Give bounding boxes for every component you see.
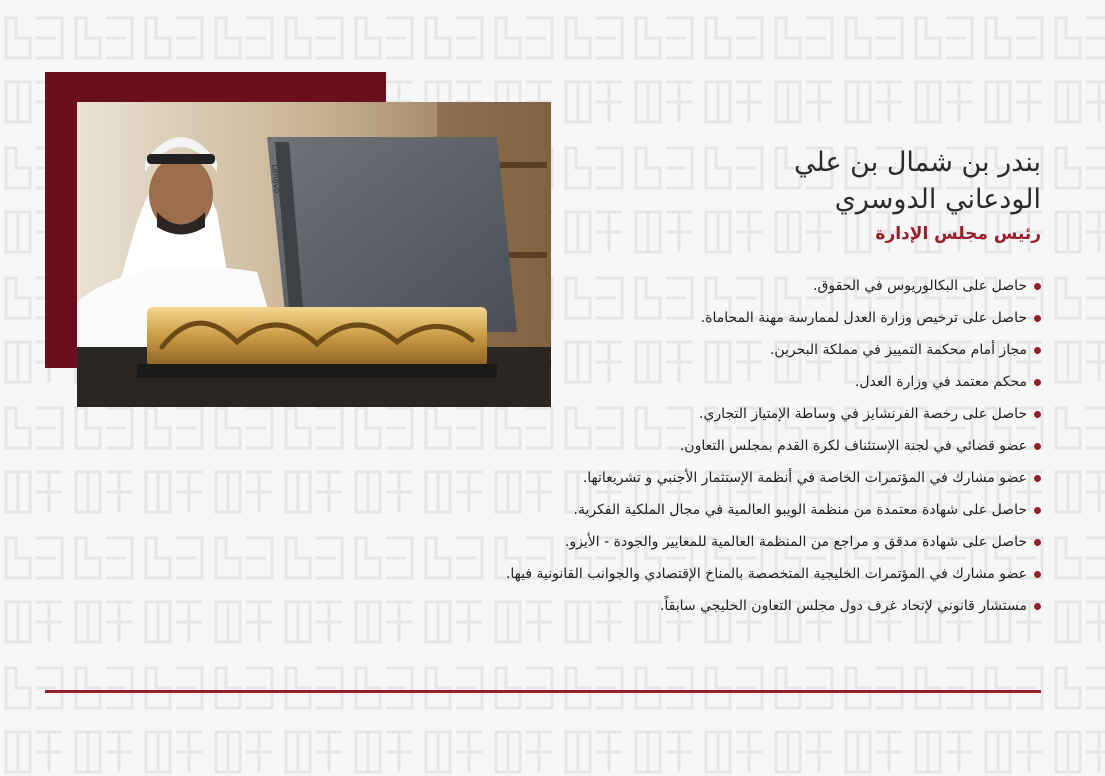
qualifications-list (301, 270, 1041, 622)
list-item: مجاز أمام محكمة التمييز في مملكة البحرين. (301, 334, 1041, 366)
bullet-dot-icon (1034, 603, 1041, 610)
list-item: عضو مشارك في المؤتمرات الخليجية المتخصصة بالمناخ الإقتصادي والجوانب القانونية فيها. (301, 558, 1041, 590)
bullet-dot-icon (1034, 379, 1041, 386)
person-name (601, 144, 1041, 218)
bullet-dot-icon (1034, 411, 1041, 418)
person-title: رئيس مجلس الإدارة (875, 224, 1041, 244)
bullet-dot-icon (1034, 571, 1041, 578)
list-item: عضو مشارك في المؤتمرات الخاصة في أنظمة الإستثمار الأجنبي و تشريعاتها. (301, 462, 1041, 494)
list-item: حاصل على ترخيص وزارة العدل لممارسة مهنة المحاماة. (301, 302, 1041, 334)
person-name-line2: الودعاني الدوسري (834, 184, 1041, 215)
bullet-dot-icon (1034, 507, 1041, 514)
list-item: محكم معتمد في وزارة العدل. (301, 366, 1041, 398)
laptop-brand: Lenovo (270, 164, 282, 194)
list-item: حاصل على البكالوريوس في الحقوق. (301, 270, 1041, 302)
list-item: عضو قضائي في لجنة الإستئناف لكرة القدم بمجلس التعاون. (301, 430, 1041, 462)
bullet-dot-icon (1034, 347, 1041, 354)
list-item: حاصل على رخصة الفرنشايز في وساطة الإمتياز التجاري. (301, 398, 1041, 430)
bullet-dot-icon (1034, 283, 1041, 290)
bullet-dot-icon (1034, 443, 1041, 450)
bullet-dot-icon (1034, 315, 1041, 322)
list-item: مستشار قانوني لإتحاد غرف دول مجلس التعاون الخليجي سابقاً. (301, 590, 1041, 622)
bullet-dot-icon (1034, 539, 1041, 546)
bottom-divider (45, 690, 1041, 693)
list-item: حاصل على شهادة معتمدة من منظمة الويبو العالمية في مجال الملكية الفكرية. (301, 494, 1041, 526)
list-item: حاصل على شهادة مدقق و مراجع من المنظمة العالمية للمعايير والجودة - الأيزو. (301, 526, 1041, 558)
person-name-line1: بندر بن شمال بن علي (794, 147, 1041, 178)
bullet-dot-icon (1034, 475, 1041, 482)
